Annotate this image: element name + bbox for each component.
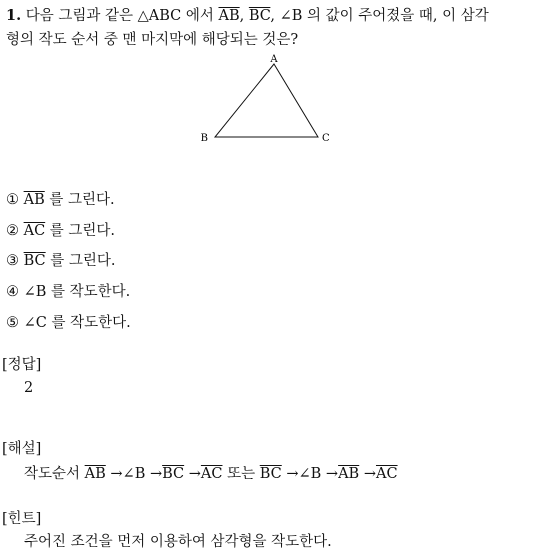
choice-3[interactable] — [6, 249, 116, 270]
triangle-figure — [195, 52, 340, 148]
choice-text: 를 그린다. — [45, 223, 116, 239]
choice-2[interactable] — [6, 219, 115, 240]
choice-marker: ② — [6, 223, 19, 239]
segment-ab: $\overline{AB}$ — [218, 8, 240, 24]
hint-text: 주어진 조건을 먼저 이용하여 삼각형을 작도한다. — [24, 534, 332, 550]
explanation-text — [24, 462, 398, 483]
segment-ac: $\overline{AC}$ — [23, 223, 46, 239]
segment-bc: $\overline{BC}$ — [248, 8, 271, 24]
hint-label: [힌트] — [2, 511, 42, 527]
vertex-a-label: A — [270, 54, 278, 65]
triangle-abc — [215, 64, 318, 137]
choice-text: ∠B 를 작도한다. — [23, 284, 131, 300]
question-line-2: 형의 작도 순서 중 맨 마지막에 해당되는 것은? — [6, 32, 299, 48]
segment-ab: $\overline{AB}$ — [338, 466, 360, 482]
vertex-c-label: C — [322, 133, 330, 144]
choice-text: ∠C 를 작도한다. — [23, 315, 131, 331]
explanation-part: → — [184, 466, 201, 482]
answer-value: 2 — [24, 380, 34, 396]
segment-ab: $\overline{AB}$ — [23, 192, 45, 208]
segment-ac: $\overline{AC}$ — [375, 466, 398, 482]
explanation-label: [해설] — [2, 441, 42, 457]
choice-4[interactable] — [6, 280, 130, 301]
question-text-part: , — [239, 8, 249, 24]
explanation-part: →∠B → — [105, 466, 163, 482]
choice-5[interactable] — [6, 311, 131, 332]
vertex-b-label: B — [200, 133, 208, 144]
explanation-part: → — [359, 466, 376, 482]
explanation-part: 작도순서 — [24, 466, 85, 482]
explanation-part: →∠B → — [281, 466, 339, 482]
answer-label: [정답] — [2, 357, 42, 373]
choice-marker: ⑤ — [6, 315, 19, 331]
choice-text: 를 그린다. — [44, 192, 115, 208]
choice-1[interactable] — [6, 188, 115, 209]
segment-bc: $\overline{BC}$ — [162, 466, 185, 482]
segment-ab: $\overline{AB}$ — [84, 466, 106, 482]
segment-bc: $\overline{BC}$ — [23, 253, 46, 269]
choice-marker: ① — [6, 192, 19, 208]
choice-marker: ④ — [6, 284, 19, 300]
choice-marker: ③ — [6, 253, 19, 269]
segment-ac: $\overline{AC}$ — [200, 466, 223, 482]
question-text-part: 다음 그림과 같은 △ABC 에서 — [25, 8, 219, 24]
question-line-1 — [6, 4, 489, 25]
segment-bc: $\overline{BC}$ — [259, 466, 282, 482]
choice-text: 를 그린다. — [45, 253, 116, 269]
question-text-part: , ∠B 의 값이 주어졌을 때, 이 삼각 — [270, 8, 489, 24]
explanation-part: 또는 — [222, 466, 260, 482]
question-number: 1. — [6, 7, 22, 24]
